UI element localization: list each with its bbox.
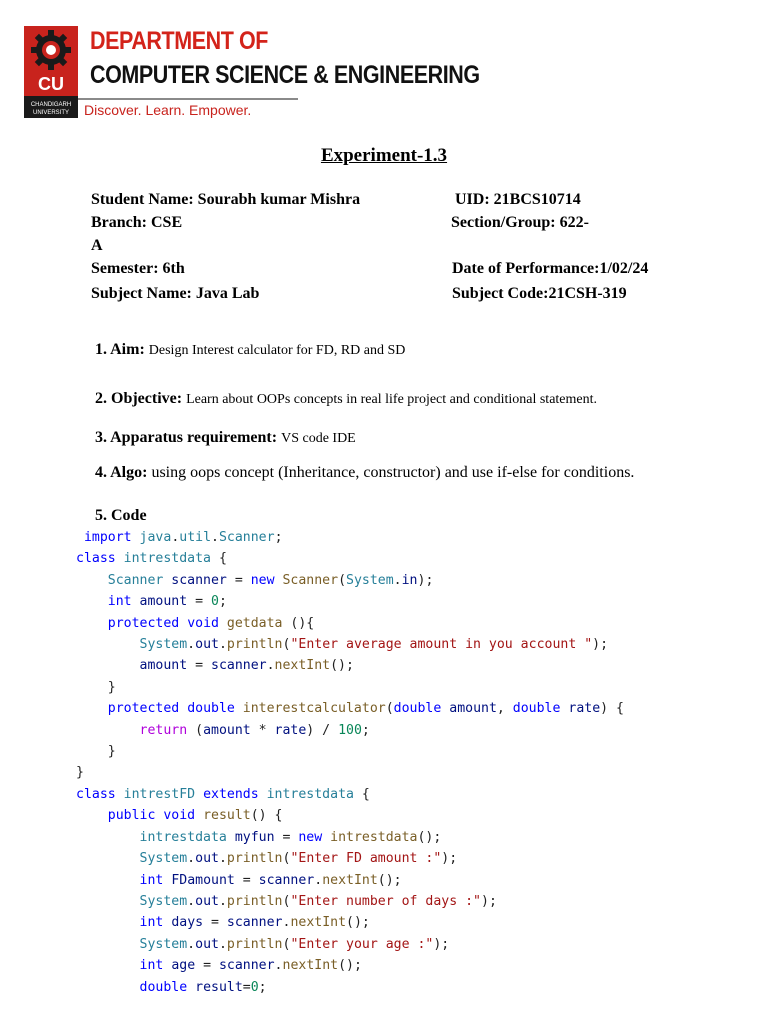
- code-line: System.out.println("Enter number of days :");: [139, 893, 497, 909]
- code-line: }: [76, 744, 116, 760]
- department-title-line1: DEPARTMENT OF: [90, 27, 268, 55]
- tagline: Discover. Learn. Empower.: [84, 102, 252, 118]
- section-group: Section/Group: 622-: [451, 214, 589, 231]
- apparatus-label: 3. Apparatus requirement:: [95, 429, 278, 446]
- section-group-continued: A: [91, 237, 103, 254]
- uid: UID: 21BCS10714: [455, 191, 581, 208]
- page-header: [0, 0, 768, 130]
- code-line: int FDamount = scanner.nextInt();: [139, 872, 402, 888]
- branch: Branch: CSE: [91, 214, 183, 231]
- code-section: [95, 507, 147, 525]
- gear-logo-icon: [24, 26, 78, 118]
- subject-code: Subject Code:21CSH-319: [452, 285, 627, 302]
- code-line: protected double interestcalculator(double amount, double rate) {: [107, 701, 624, 717]
- aim-text: Design Interest calculator for FD, RD and SD: [148, 343, 406, 358]
- code-line: }: [76, 765, 84, 781]
- code-line: double result=0;: [139, 979, 267, 995]
- code-line: import java.util.Scanner;: [83, 530, 283, 545]
- code-line: amount = scanner.nextInt();: [139, 658, 354, 674]
- objective-label: 2. Objective:: [95, 390, 183, 407]
- code-line: protected void getdata (){: [107, 615, 315, 631]
- code-block: [76, 527, 624, 998]
- code-line: System.out.println("Enter average amount in you account ");: [139, 637, 609, 653]
- svg-text:UNIVERSITY: UNIVERSITY: [32, 110, 70, 116]
- date-of-performance: Date of Performance:1/02/24: [452, 260, 649, 277]
- code-line: System.out.println("Enter FD amount :");: [139, 851, 458, 867]
- student-name: Student Name: Sourabh kumar Mishra: [91, 191, 361, 208]
- university-logo: [24, 26, 78, 118]
- department-title-line2: COMPUTER SCIENCE & ENGINEERING: [90, 61, 480, 89]
- code-line: }: [76, 679, 116, 695]
- algo-section: [95, 464, 634, 482]
- algo-text: using oops concept (Inheritance, constructor) and use if-else for conditions.: [151, 464, 635, 481]
- subject-name: Subject Name: Java Lab: [91, 285, 260, 302]
- code-label: 5. Code: [95, 507, 147, 524]
- objective-text: Learn about OOPs concepts in real life project and conditional statement.: [186, 392, 597, 407]
- aim-label: 1. Aim:: [95, 341, 145, 358]
- code-line: return (amount * rate) / 100;: [139, 722, 370, 738]
- code-line: System.out.println("Enter your age :");: [139, 936, 450, 952]
- code-line: int amount = 0;: [107, 594, 227, 610]
- code-line: int age = scanner.nextInt();: [139, 958, 362, 974]
- objective-section: [95, 390, 597, 408]
- apparatus-section: [95, 429, 356, 447]
- code-line: class intrestdata {: [76, 551, 227, 567]
- apparatus-text: VS code IDE: [281, 431, 356, 446]
- code-line: int days = scanner.nextInt();: [139, 915, 370, 931]
- header-divider: [78, 98, 298, 100]
- semester: Semester: 6th: [91, 260, 185, 277]
- code-line: class intrestFD extends intrestdata {: [76, 786, 370, 802]
- code-line: public void result() {: [107, 808, 283, 824]
- algo-label: 4. Algo:: [95, 464, 148, 481]
- experiment-title: Experiment-1.3: [320, 145, 448, 166]
- code-line: Scanner scanner = new Scanner(System.in);: [107, 572, 434, 588]
- code-line: intrestdata myfun = new intrestdata();: [139, 829, 442, 845]
- svg-text:CU: CU: [38, 74, 64, 94]
- svg-text:CHANDIGARH: CHANDIGARH: [30, 102, 72, 108]
- aim-section: [95, 341, 405, 359]
